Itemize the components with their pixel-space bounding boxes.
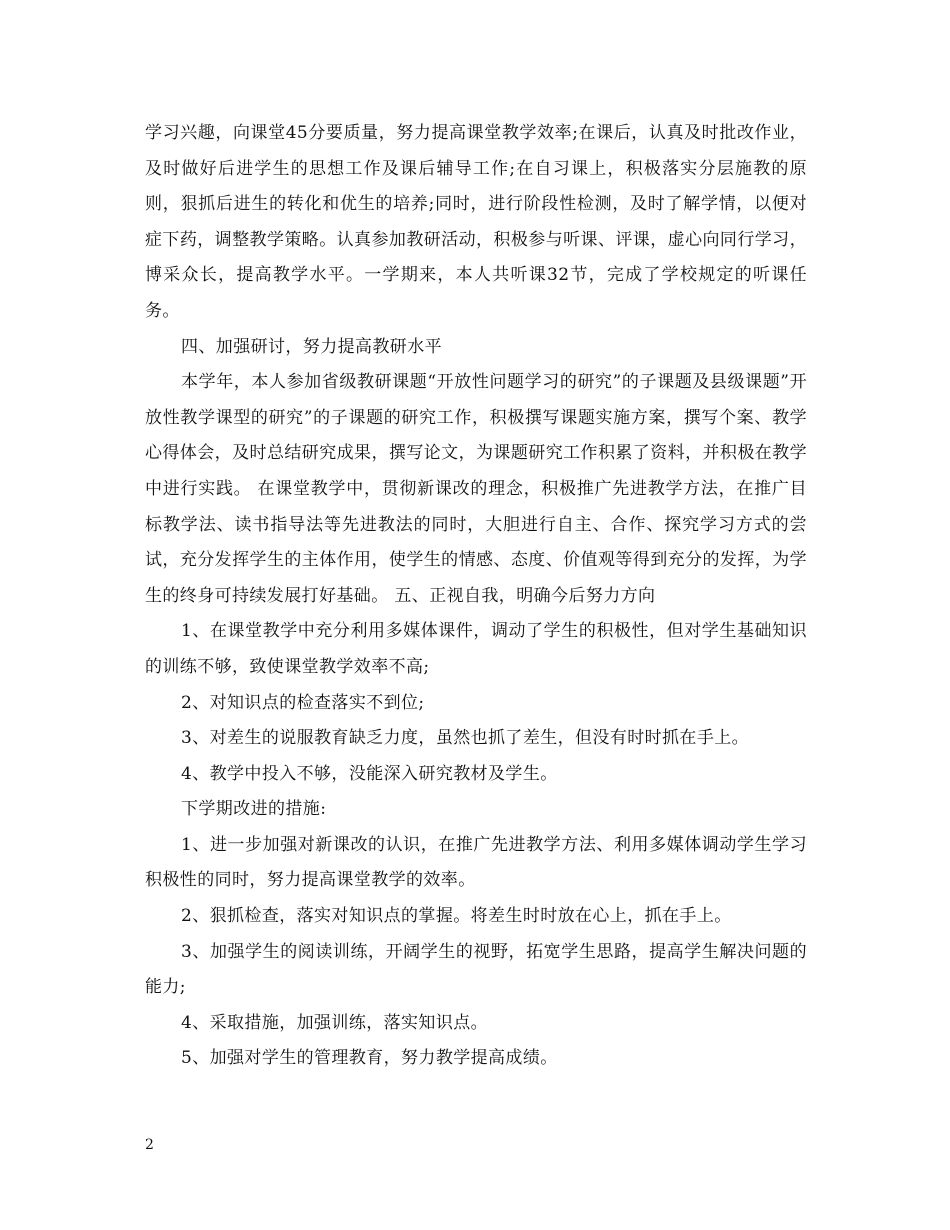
- list-item-problem-3: 3、对差生的说服教育缺乏力度，虽然也抓了差生，但没有时时抓在手上。: [181, 728, 750, 749]
- list-item-measure-3: 3、加强学生的阅读训练，开阔学生的视野，拓宽学生思路，提高学生解决问题的能力;: [145, 941, 807, 998]
- list-item-problem-4: 4、教学中投入不够，没能深入研究教材及学生。: [181, 763, 558, 784]
- list-item-measure-4: 4、采取措施，加强训练，落实知识点。: [181, 1012, 489, 1033]
- document-body: [145, 116, 807, 1077]
- list-item-problem-2: 2、对知识点的检查落实不到位;: [181, 692, 425, 713]
- paragraph-research: 本学年，本人参加省级教研课题“开放性问题学习的研究”的子课题及县级课题”开放性教学课型的研究”的子课题的研究工作，积极撰写课题实施方案，撰写个案、教学心得体会，及时总结研究成果，撰写论文，为课题研究工作积累了资料，并积极在教学中进行实践。 在课堂教学中，贯彻新课改的理念，积极推广先进教学方法，在推广目标教学法、读书指导法等先进教法的同时，大胆进行自主、合作、探究学习方式的尝试，充分发挥学生的主体作用，使学生的情感、态度、价值观等得到充分的发挥，为学生的终身可持续发展打好基础。 五、正视自我，明确今后努力方向: [145, 372, 807, 606]
- subheading-improvements: 下学期改进的措施:: [181, 799, 327, 820]
- list-item-measure-2: 2、狠抓检查，落实对知识点的掌握。将差生时时放在心上，抓在手上。: [181, 906, 732, 927]
- list-item-measure-1: 1、进一步加强对新课改的认识，在推广先进教学方法、利用多媒体调动学生学习积极性的同时，努力提高课堂教学的效率。: [145, 834, 807, 891]
- list-item-problem-1: 1、在课堂教学中充分利用多媒体课件，调动了学生的积极性，但对学生基础知识的训练不够，致使课堂教学效率不高;: [145, 621, 807, 677]
- paragraph-continuation: 学习兴趣，向课堂45分要质量，努力提高课堂教学效率;在课后，认真及时批改作业，及时做好后进学生的思想工作及课后辅导工作;在自习课上，积极落实分层施教的原则，狠抓后进生的转化和优生的培养;同时，进行阶段性检测，及时了解学情，以便对症下药，调整教学策略。认真参加教研活动，积极参与听课、评课，虚心向同行学习，博采众长，提高教学水平。一学期来，本人共听课32节，完成了学校规定的听课任务。: [145, 123, 807, 321]
- section-heading-four: 四、加强研讨，努力提高教研水平: [181, 336, 442, 357]
- page-number: 2: [145, 1137, 154, 1153]
- list-item-measure-5: 5、加强对学生的管理教育，努力教学提高成绩。: [181, 1048, 558, 1069]
